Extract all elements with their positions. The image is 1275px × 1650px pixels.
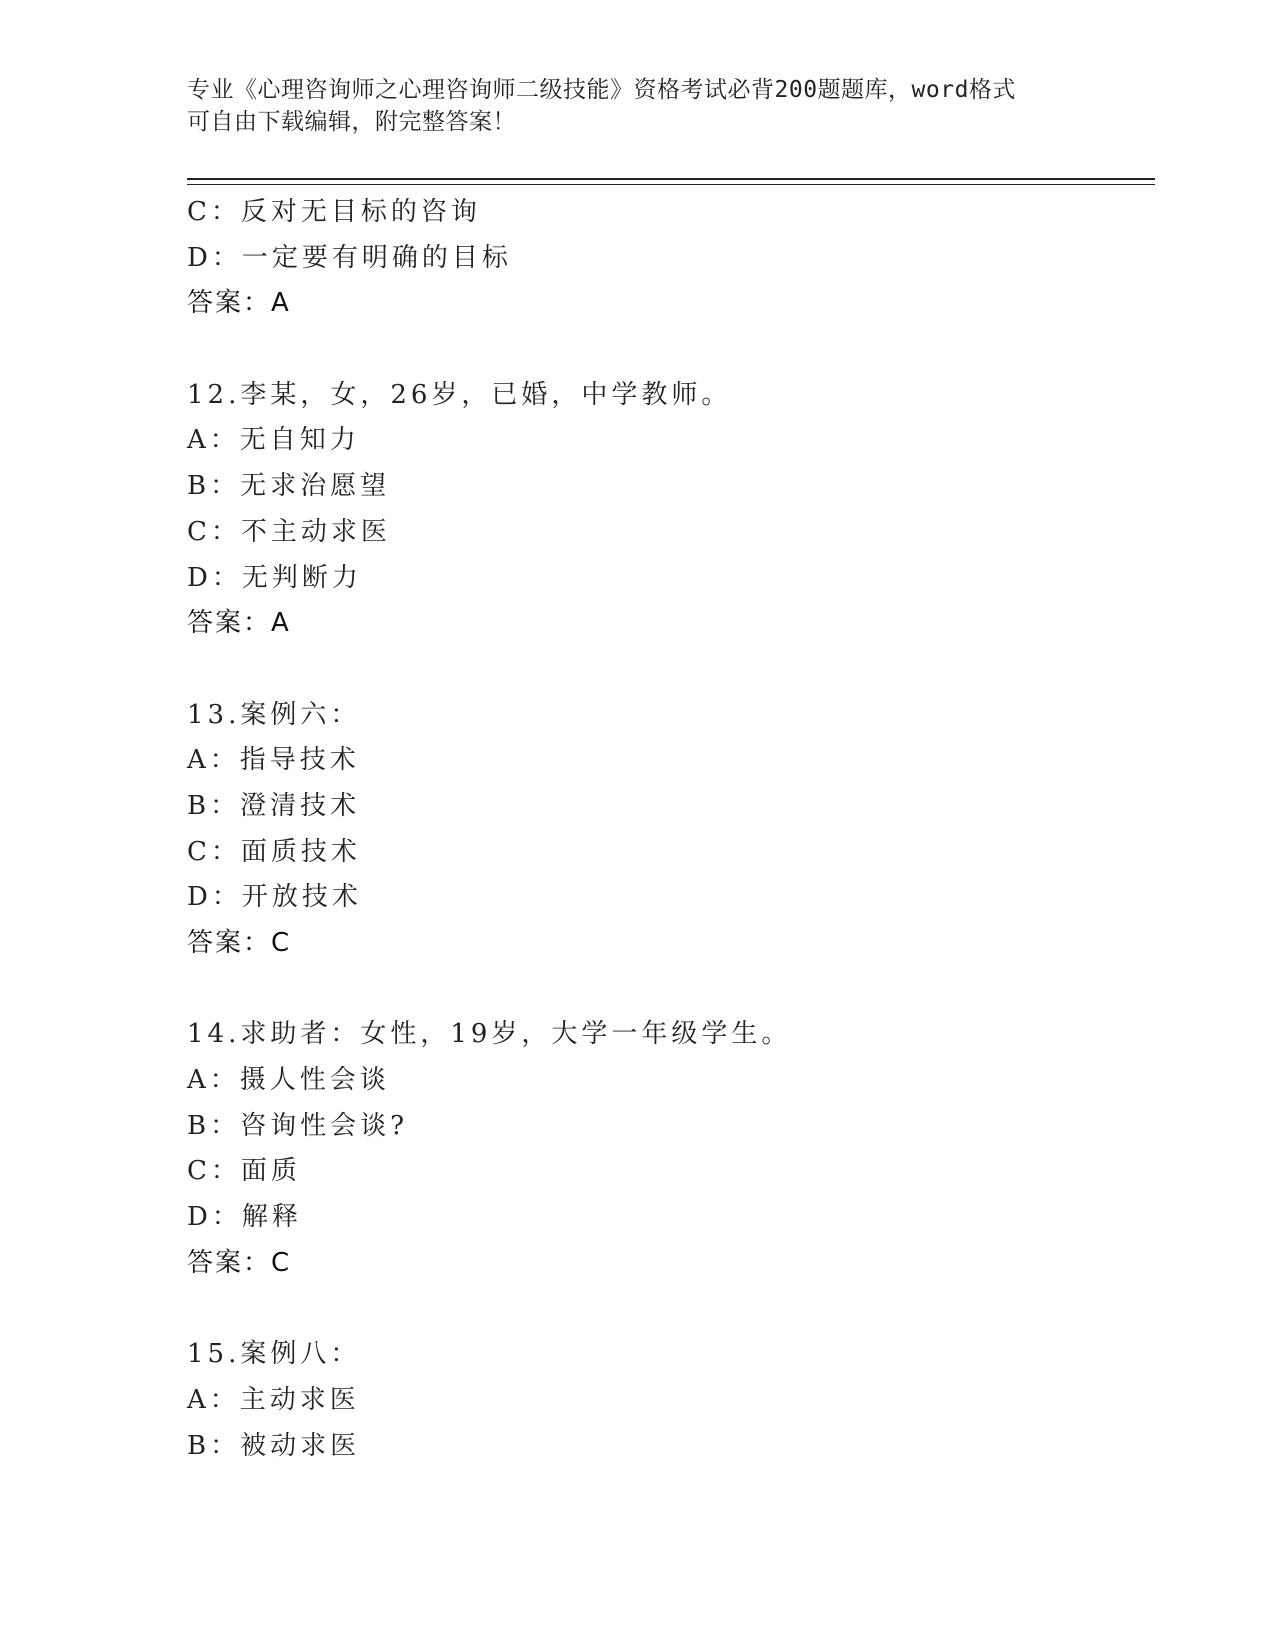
- question-block-13: [187, 693, 1147, 967]
- option-b: B：被动求医: [187, 1430, 361, 1461]
- spacer: [187, 1287, 1147, 1333]
- header-divider-thin: [187, 184, 1155, 185]
- document-header: [187, 74, 1087, 138]
- option-c: C：面质技术: [187, 836, 361, 867]
- option-d: D：无判断力: [187, 562, 362, 593]
- option-b: B：澄清技术: [187, 790, 361, 821]
- option-d: D：开放技术: [187, 882, 362, 913]
- question-block-14: [187, 1012, 1147, 1286]
- option-b: B：咨询性会谈?: [187, 1110, 409, 1141]
- question-block-15: [187, 1332, 1147, 1469]
- question-stem: 15.案例八：: [187, 1339, 361, 1370]
- answer-line: 答案：A: [187, 608, 291, 639]
- spacer: [187, 967, 1147, 1013]
- answer-line: 答案：A: [187, 288, 291, 319]
- header-divider-thick: [187, 178, 1155, 180]
- question-block-11: [187, 190, 1147, 327]
- option-b: B：无求治愿望: [187, 471, 391, 502]
- spacer: [187, 327, 1147, 373]
- option-d: D：一定要有明确的目标: [187, 242, 512, 273]
- question-stem: 12.李某，女，26岁，已婚，中学教师。: [187, 379, 732, 410]
- answer-line: 答案：C: [187, 928, 292, 958]
- question-list: [187, 190, 1147, 1469]
- option-d: D：解释: [187, 1202, 302, 1233]
- question-stem: 14.求助者：女性，19岁，大学一年级学生。: [187, 1019, 792, 1050]
- header-title-line-1: 专业《心理咨询师之心理咨询师二级技能》资格考试必背200题题库，word格式: [187, 77, 1016, 103]
- option-a: A：无自知力: [187, 425, 360, 456]
- option-a: A：摄人性会谈: [187, 1065, 390, 1096]
- header-title-line-2: 可自由下载编辑，附完整答案！: [187, 109, 516, 135]
- option-c: C：不主动求医: [187, 516, 391, 547]
- option-c: C：反对无目标的咨询: [187, 197, 481, 227]
- spacer: [187, 647, 1147, 693]
- question-block-12: [187, 373, 1147, 647]
- option-a: A：主动求医: [187, 1384, 360, 1415]
- option-a: A：指导技术: [187, 745, 360, 776]
- option-c: C：面质: [187, 1156, 301, 1187]
- question-stem: 13.案例六：: [187, 699, 361, 730]
- answer-line: 答案：C: [187, 1247, 292, 1278]
